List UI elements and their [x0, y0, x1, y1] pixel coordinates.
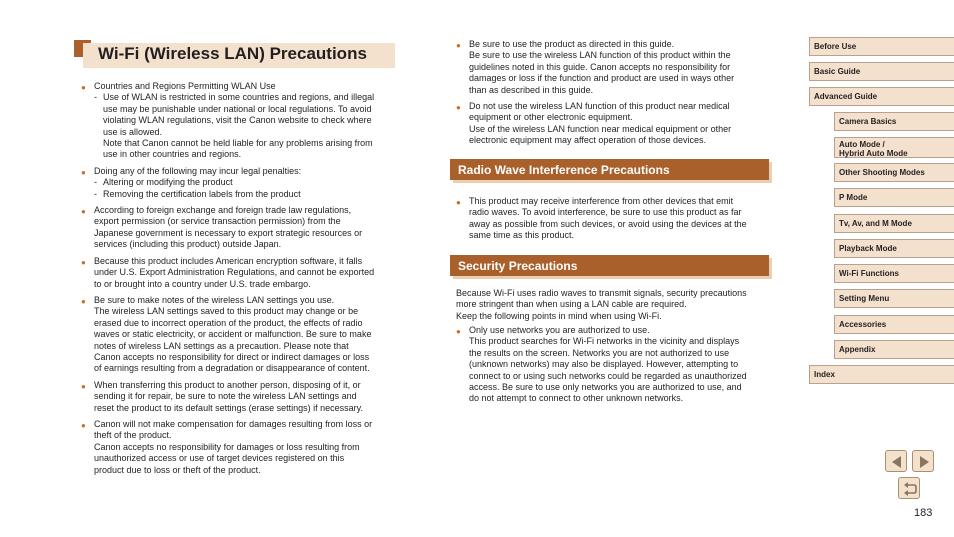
security-intro — [456, 288, 774, 322]
prev-page-button[interactable] — [885, 450, 907, 472]
sub-item — [94, 189, 397, 200]
text-line: reset the product to its default settings (erase settings) if necessary. — [94, 402, 363, 413]
nav-tab[interactable]: Camera Basics — [834, 112, 954, 131]
text-line: Only use networks you are authorized to use. — [469, 325, 650, 335]
text-line: Because this product includes American encryption software, it falls — [94, 255, 363, 266]
bullet-item — [81, 295, 397, 375]
text-line: Keep the following points in mind when using Wi-Fi. — [456, 310, 662, 321]
middle-column — [456, 39, 774, 152]
text-line: equipment or other electronic equipment. — [469, 112, 633, 123]
radio-wave-heading — [450, 159, 772, 183]
text-line: electronic equipment may affect operation of those devices. — [469, 135, 706, 146]
text-line: Japanese government is necessary to export strategic resources or — [94, 227, 363, 238]
text-line: to or brought into a country under U.S. trade embargo. — [94, 278, 311, 289]
text-line: services (including this product) outside Japan. — [94, 239, 282, 250]
bullet-item — [81, 205, 397, 251]
text-line: Use of WLAN is restricted in some countries and regions, and illegal — [103, 92, 375, 103]
nav-tab[interactable]: Index — [809, 365, 954, 384]
bullet-dot-icon: ● — [81, 420, 86, 430]
bullet-item — [456, 196, 774, 242]
nav-tab[interactable]: Basic Guide — [809, 62, 954, 81]
bullet-dot-icon: ● — [456, 103, 461, 113]
nav-tab[interactable]: Wi-Fi Functions — [834, 264, 954, 283]
bullet-dot-icon: ● — [81, 83, 86, 92]
triangle-right-icon — [913, 451, 935, 473]
radio-wave-heading-label: Radio Wave Interference Precautions — [458, 163, 670, 177]
bullet-dot-icon: ● — [81, 167, 86, 177]
bullet-dot-icon: ● — [81, 257, 86, 267]
text-line: Be sure to make notes of the wireless LAN settings you use. — [94, 294, 335, 305]
radio-wave-section — [456, 196, 774, 247]
dash-marker: - — [94, 177, 97, 188]
nav-tab[interactable]: Advanced Guide — [809, 87, 954, 106]
bullet-item — [81, 380, 397, 414]
text-line: of earnings resulting from a degradation or disappearance of content. — [94, 363, 370, 374]
bullet-dot-icon: ● — [456, 327, 461, 336]
text-line: use is allowed. — [103, 126, 163, 137]
nav-tab[interactable]: Tv, Av, and M Mode — [834, 214, 954, 233]
text-line: notes of wireless LAN settings as a precaution. Please note that — [94, 340, 349, 351]
triangle-left-icon — [886, 451, 908, 473]
text-line: violating WLAN regulations, visit the Canon website to check where — [103, 115, 372, 126]
text-line: same time as this product. — [469, 230, 575, 241]
return-arrow-icon — [899, 478, 921, 500]
text-line: Use of the wireless LAN function near medical equipment or other — [469, 123, 732, 134]
next-page-button[interactable] — [912, 450, 934, 472]
nav-tab[interactable]: Other Shooting Modes — [834, 163, 954, 182]
text-line: under U.S. Export Administration Regulations, and cannot be exported — [94, 267, 375, 278]
bullet-item — [456, 101, 774, 147]
text-line: Note that Canon cannot be held liable for any problems arising from — [103, 138, 373, 149]
text-line: Do not use the wireless LAN function of this product near medical — [469, 101, 730, 112]
text-line: radio waves. To avoid interference, be sure to use this product as far — [469, 207, 742, 218]
text-line: According to foreign exchange and foreign trade law regulations, — [94, 205, 352, 216]
text-line: Because Wi-Fi uses radio waves to transmit signals, security precautions — [456, 288, 747, 298]
nav-tab[interactable]: Auto Mode / Hybrid Auto Mode — [834, 137, 954, 158]
text-line: sending it for repair, be sure to note the wireless LAN settings and — [94, 391, 357, 402]
text-line: export permission (or service transaction permission) from the — [94, 216, 341, 227]
bullet-item — [81, 166, 397, 200]
security-heading — [450, 255, 772, 279]
security-section — [456, 325, 774, 410]
text-line: connect to or using such networks could be regarded as unauthorized — [469, 370, 747, 381]
text-line: The wireless LAN settings saved to this product may change or be — [94, 306, 359, 317]
dash-marker: - — [94, 92, 97, 103]
dash-marker: - — [94, 188, 97, 199]
text-line: more stringent than when using a LAN cable are required. — [456, 299, 687, 310]
bullet-item — [81, 256, 397, 290]
bullet-dot-icon: ● — [81, 207, 86, 217]
page-title: Wi-Fi (Wireless LAN) Precautions — [98, 44, 367, 63]
left-column — [81, 81, 397, 481]
page-number: 183 — [914, 507, 933, 519]
nav-tab[interactable]: Appendix — [834, 340, 954, 359]
nav-tab[interactable]: Accessories — [834, 315, 954, 334]
bullet-dot-icon: ● — [81, 381, 86, 391]
nav-tab[interactable]: Before Use — [809, 37, 954, 56]
bullet-item — [456, 39, 774, 96]
security-heading-label: Security Precautions — [458, 259, 578, 273]
text-line: access. Be sure to use only networks you are authorized to use, and — [469, 382, 742, 393]
text-line: Be sure to use the wireless LAN function of this product within the — [469, 50, 731, 61]
back-button[interactable] — [898, 477, 920, 499]
sub-item — [94, 177, 397, 188]
bullet-dot-icon: ● — [456, 198, 461, 207]
nav-tab[interactable]: Playback Mode — [834, 239, 954, 258]
bullet-item — [81, 419, 397, 476]
nav-tab[interactable]: Setting Menu — [834, 289, 954, 308]
text-line: damages or loss if the function and product are used in ways other — [469, 73, 735, 84]
bullet-text: Countries and Regions Permitting WLAN Use — [94, 81, 276, 91]
text-line: the results on the screen. Networks you are not authorized to use — [469, 347, 730, 358]
text-line: than as described in this guide. — [469, 84, 594, 95]
text-line: Be sure to use the product as directed in this guide. — [469, 39, 675, 49]
text-line: When transferring this product to another person, disposing of it, or — [94, 379, 361, 390]
text-line: theft of the product. — [94, 430, 172, 441]
text-line: product due to loss or theft of the product. — [94, 464, 261, 475]
text-line: away as possible from such devices, or avoid using the devices at the — [469, 218, 747, 229]
text-line: unauthorized access or use of target devices registered on this — [94, 453, 345, 464]
text-line: erased due to incorrect operation of the product, the effects of radio — [94, 317, 363, 328]
bullet-text: Doing any of the following may incur legal penalties: — [94, 165, 302, 176]
text-line: Removing the certification labels from the product — [103, 188, 301, 199]
text-line: Altering or modifying the product — [103, 177, 233, 188]
bullet-dot-icon: ● — [81, 296, 86, 306]
bullet-item — [81, 81, 397, 161]
text-line: This product may receive interference from other devices that emit — [469, 196, 734, 206]
sub-item — [94, 92, 397, 160]
text-line: use in other countries and regions. — [103, 149, 242, 160]
bullet-dot-icon: ● — [456, 41, 461, 50]
text-line: (unknown networks) may also be displayed. However, attempting to — [469, 359, 739, 370]
text-line: waves or static electricity, or accident or malfunction. Be sure to make — [94, 329, 372, 340]
text-line: Canon accepts no responsibility for direct or indirect damages or loss — [94, 351, 370, 362]
text-line: guidelines noted in this guide. Canon accepts no responsibility for — [469, 61, 731, 72]
text-line: do not attempt to connect to other unknown networks. — [469, 393, 684, 404]
bullet-item — [456, 325, 774, 405]
page-title-block — [74, 40, 395, 68]
text-line: use may be punishable under national or local regulations. To avoid — [103, 103, 372, 114]
text-line: This product searches for Wi-Fi networks in the vicinity and displays — [469, 336, 740, 347]
text-line: Canon will not make compensation for damages resulting from loss or — [94, 418, 373, 429]
text-line: Canon accepts no responsibility for damages or loss resulting from — [94, 441, 360, 452]
nav-tab[interactable]: P Mode — [834, 188, 954, 207]
